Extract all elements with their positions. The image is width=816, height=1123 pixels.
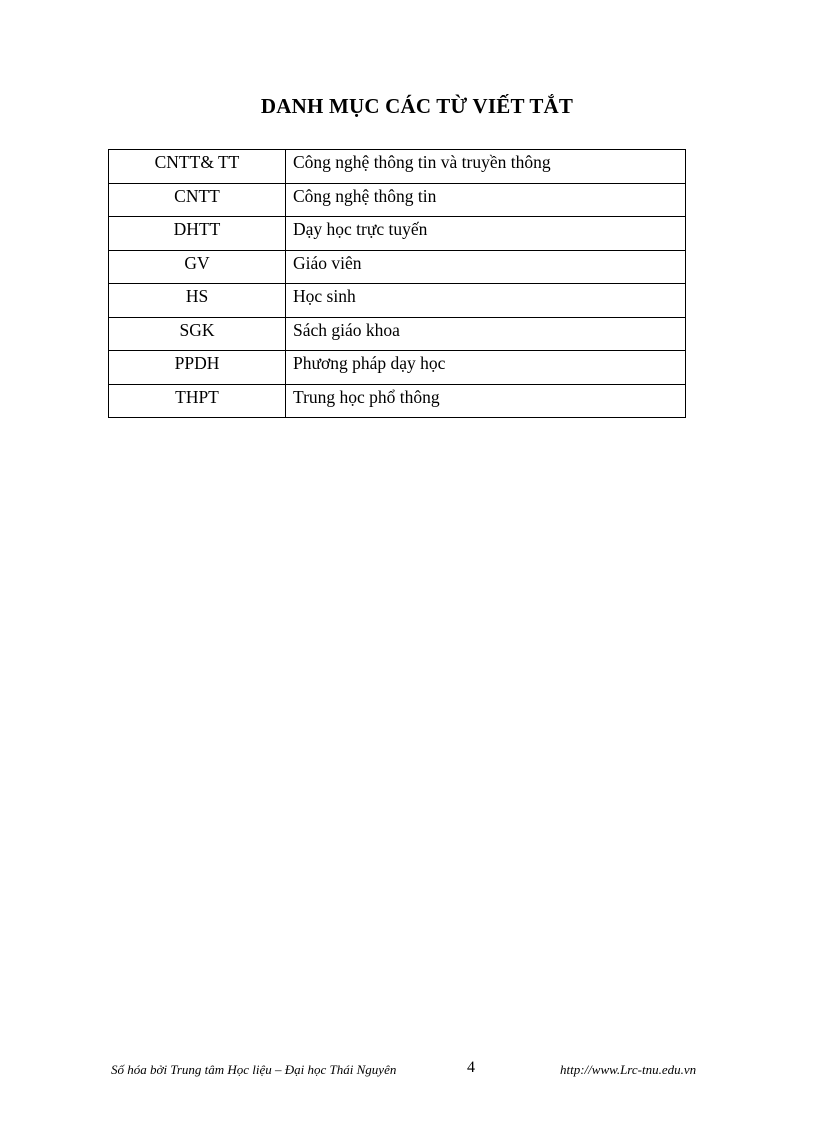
- meaning-cell: Học sinh: [286, 284, 686, 318]
- abbreviation-table: [108, 149, 686, 418]
- table-row: [109, 183, 686, 217]
- page-number: 4: [467, 1059, 475, 1076]
- table-row: [109, 250, 686, 284]
- page-title: DANH MỤC CÁC TỪ VIẾT TẮT: [260, 94, 574, 118]
- abbreviation-cell: SGK: [109, 317, 286, 351]
- abbreviation-cell: HS: [109, 284, 286, 318]
- table-row: [109, 284, 686, 318]
- table-row: [109, 317, 686, 351]
- table-row: [109, 150, 686, 184]
- meaning-cell: Công nghệ thông tin và truyền thông: [286, 150, 686, 184]
- abbreviation-cell: CNTT: [109, 183, 286, 217]
- abbreviation-cell: DHTT: [109, 217, 286, 251]
- meaning-cell: Phương pháp dạy học: [286, 351, 686, 385]
- footer-source-text: Số hóa bởi Trung tâm Học liệu – Đại học Thái Nguyên: [111, 1062, 397, 1077]
- abbreviation-cell: GV: [109, 250, 286, 284]
- abbreviation-cell: PPDH: [109, 351, 286, 385]
- abbreviation-cell: CNTT& TT: [109, 150, 286, 184]
- abbreviation-cell: THPT: [109, 384, 286, 418]
- meaning-cell: Giáo viên: [286, 250, 686, 284]
- meaning-cell: Công nghệ thông tin: [286, 183, 686, 217]
- page-footer: [0, 1061, 816, 1081]
- meaning-cell: Sách giáo khoa: [286, 317, 686, 351]
- table-row: [109, 351, 686, 385]
- footer-url: http://www.Lrc-tnu.edu.vn: [560, 1062, 697, 1077]
- table-row: [109, 384, 686, 418]
- table-row: [109, 217, 686, 251]
- meaning-cell: Trung học phổ thông: [286, 384, 686, 418]
- meaning-cell: Dạy học trực tuyến: [286, 217, 686, 251]
